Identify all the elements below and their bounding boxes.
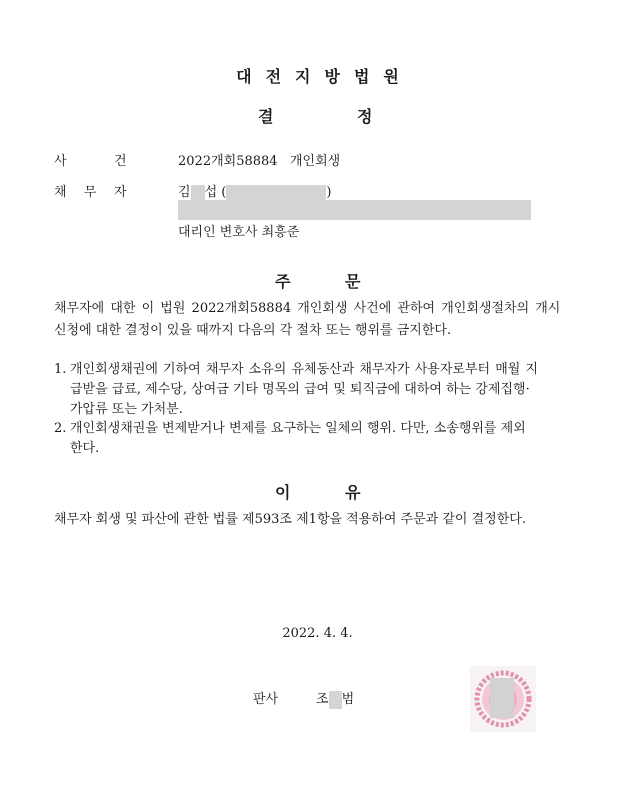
debtor-name-redaction <box>191 185 205 201</box>
order-item-2-line-1: 개인회생채권을 변제받거나 변제를 요구하는 일체의 행위. 다만, 소송행위를 제외 <box>70 421 526 436</box>
court-seal-icon <box>470 666 536 732</box>
debtor-value: 김 섭 ( ) <box>178 185 332 200</box>
judge-name <box>316 688 354 709</box>
document-title-char-1: 결 <box>258 107 274 126</box>
reason-text: 채무자 회생 및 파산에 관한 법률 제593조 제1항을 적용하여 주문과 같이 결정한다. <box>54 512 526 527</box>
case-value <box>178 150 340 169</box>
order-item-2-number: 2. <box>54 421 67 436</box>
document-title-char-2: 정 <box>357 107 373 126</box>
attorney-value: 대리인 변호사 최흥준 <box>178 225 300 240</box>
case-number: 2022개회58884 <box>178 154 278 169</box>
debtor-name-last: 섭 <box>204 185 218 200</box>
order-item-1-line-1: 개인회생채권에 기하여 채무자 소유의 유체동산과 채무자가 사용자로부터 매월 지 <box>70 362 539 377</box>
judge-name-redaction <box>329 691 342 709</box>
judge-title: 판사 <box>253 692 279 707</box>
decision-date: 2022. 4. 4. <box>282 626 353 641</box>
order-intro <box>54 298 584 342</box>
court-name: 대전지방법원 <box>236 67 413 86</box>
debtor-address-redaction <box>178 200 531 220</box>
judge-name-first: 조 <box>316 692 329 707</box>
court-decision-document: 대전지방법원 결 정 사 건 2022개회58884 개인회생 채 무 자 김 섭 ( ) 대리인 변호사 최흥준 주 문 채무자에 대한 이 법원 2022개회58884 개인회생 사건에 관하여 개인회생절차의 개시 신청에 대한 결정이 있을 때까지 다음의 각 절차 또는 행위를 금지한다. 1. 개인회생채권에 기하여 채무자 소유의 유체동산과 채무자가 사용자로부터 매월 지 급받을 급료, 제수당, 상여금 기타 명목의 급여 및 퇴직금에 대하여 하는 강제집행· 가압류 또는 가처분. 2. 개인회생채권을 변제받거나 변제를 요구하는 일체의 행위. 다만, 소송행위를 제외 한다. 이 유 채무자 회생 및 파산에 관한 법률 제593조 제1항을 적용하여 주문과 같이 결정한다. 2022. 4. 4. 판사 조 범 <box>0 0 635 791</box>
debtor-id-redaction <box>226 185 326 201</box>
order-item-1-number: 1. <box>54 362 67 377</box>
order-intro-line-1: 채무자에 대한 이 법원 2022개회58884 개인회생 사건에 관하여 개인회생절차의 개시 <box>54 301 561 316</box>
debtor-name-first: 김 <box>178 185 191 200</box>
order-intro-line-2: 신청에 대한 결정이 있을 때까지 다음의 각 절차 또는 행위를 금지한다. <box>54 323 452 338</box>
order-item-1-line-2: 급받을 급료, 제수당, 상여금 기타 명목의 급여 및 퇴직금에 대하여 하는 강제집행· <box>70 382 530 397</box>
case-type: 개인회생 <box>289 154 341 169</box>
order-item-2-line-2: 한다. <box>70 441 100 456</box>
judge-name-last: 범 <box>341 692 355 707</box>
order-item-1-line-3: 가압류 또는 가처분. <box>70 402 183 417</box>
